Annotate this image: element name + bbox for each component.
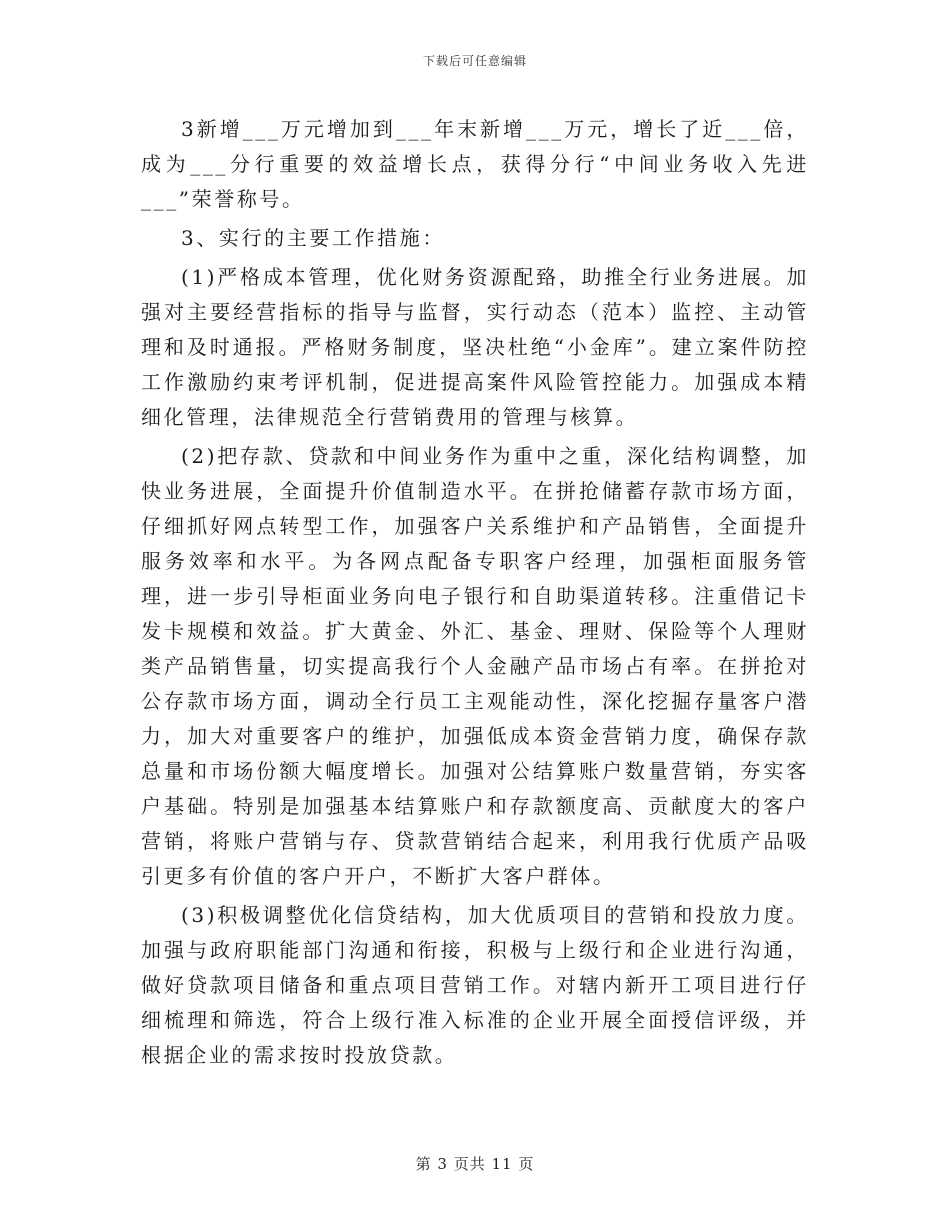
paragraph-continuation: 3新增___万元增加到___年末新增___万元，增长了近___倍，成为___分行重要的效益增长点，获得分行“中间业务收入先进___”荣誉称号。 <box>141 117 809 211</box>
document-body <box>141 112 809 1077</box>
page-header-note: 下载后可任意编辑 <box>422 54 527 68</box>
paragraph-item-2: (2)把存款、贷款和中间业务作为重中之重，深化结构调整，加快业务进展，全面提升价值制造水平。在拼抢储蓄存款市场方面，仔细抓好网点转型工作，加强客户关系维护和产品销售，全面提升服务效率和水平。为各网点配备专职客户经理，加强柜面服务管理，进一步引导柜面业务向电子银行和自助渠道转移。注重借记卡发卡规模和效益。扩大黄金、外汇、基金、理财、保险等个人理财类产品销售量，切实提高我行个人金融产品市场占有率。在拼抢对公存款市场方面，调动全行员工主观能动性，深化挖掘存量客户潜力，加大对重要客户的维护，加强低成本资金营销力度，确保存款总量和市场份额大幅度增长。加强对公结算账户数量营销，夯实客户基础。特别是加强基本结算账户和存款额度高、贡献度大的客户营销，将账户营销与存、贷款营销结合起来，利用我行优质产品吸引更多有价值的客户开户，不断扩大客户群体。 <box>141 444 809 888</box>
paragraph-section-heading: 3、实行的主要工作措施： <box>181 226 445 250</box>
paragraph-item-3: (3)积极调整优化信贷结构，加大优质项目的营销和投放力度。加强与政府职能部门沟通和衔接，积极与上级行和企业进行沟通，做好贷款项目储备和重点项目营销工作。对辖内新开工项目进行仔细梳理和筛选，符合上级行准入标准的企业开展全面授信评级，并根据企业的需求按时投放贷款。 <box>141 903 809 1067</box>
page-number: 第 3 页共 11 页 <box>415 1155 535 1173</box>
paragraph-item-1: (1)严格成本管理，优化财务资源配臵，助推全行业务进展。加强对主要经营指标的指导与监督，实行动态（范本）监控、主动管理和及时通报。严格财务制度，坚决杜绝“小金库”。建立案件防控工作激励约束考评机制，促进提高案件风险管控能力。加强成本精细化管理，法律规范全行营销费用的管理与核算。 <box>141 265 809 429</box>
